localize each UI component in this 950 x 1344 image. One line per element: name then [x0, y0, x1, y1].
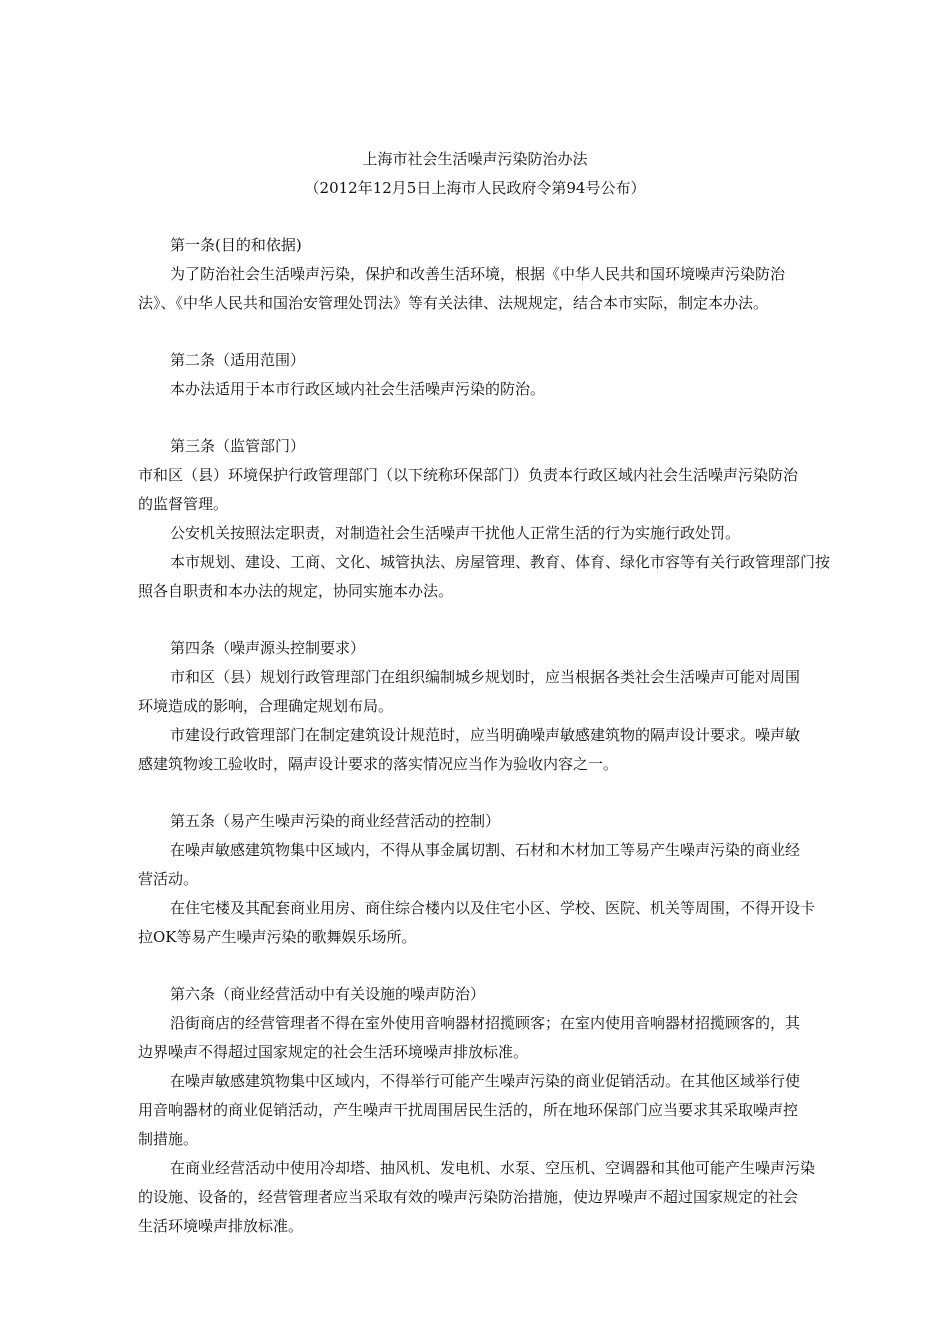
- article-2-heading: 第二条（适用范围）: [170, 351, 306, 369]
- article-6-line: 在噪声敏感建筑物集中区域内，不得举行可能产生噪声污染的商业促销活动。在其他区域举行使: [170, 1072, 801, 1090]
- article-3-line: 公安机关按照法定职责，对制造社会生活噪声干扰他人正常生活的行为实施行政处罚。: [170, 524, 741, 542]
- article-3-line: 照各自职责和本办法的规定，协同实施本办法。: [138, 582, 454, 600]
- article-4-line: 市建设行政管理部门在制定建筑设计规范时，应当明确噪声敏感建筑物的隔声设计要求。噪声敏: [170, 726, 801, 744]
- article-5-line: 营活动。: [138, 870, 199, 888]
- article-1-line: 为了防治社会生活噪声污染，保护和改善生活环境，根据《中华人民共和国环境噪声污染防治: [170, 265, 786, 283]
- article-3-line: 本市规划、建设、工商、文化、城管执法、房屋管理、教育、体育、绿化市容等有关行政管理部门按: [170, 553, 831, 571]
- article-1-heading: 第一条(目的和依据): [170, 236, 302, 254]
- article-5-line: 拉OK等易产生噪声污染的歌舞娱乐场所。: [138, 928, 417, 946]
- article-3-heading: 第三条（监管部门）: [170, 437, 306, 455]
- document-subtitle: （2012年12月5日上海市人民政府令第94号公布）: [304, 179, 646, 197]
- article-6-line: 制措施。: [138, 1130, 199, 1148]
- article-2-line: 本办法适用于本市行政区域内社会生活噪声污染的防治。: [170, 380, 546, 398]
- article-3-line: 市和区（县）环境保护行政管理部门（以下统称环保部门）负责本行政区域内社会生活噪声污染防治: [138, 466, 799, 484]
- article-5-line: 在住宅楼及其配套商业用房、商住综合楼内以及住宅小区、学校、医院、机关等周围，不得开设卡: [170, 899, 816, 917]
- article-6-heading: 第六条（商业经营活动中有关设施的噪声防治）: [170, 985, 486, 1003]
- article-6-line: 沿街商店的经营管理者不得在室外使用音响器材招揽顾客；在室内使用音响器材招揽顾客的，其: [170, 1014, 801, 1032]
- document-title: 上海市社会生活噪声污染防治办法: [362, 150, 588, 168]
- article-6-line: 在商业经营活动中使用冷却塔、抽风机、发电机、水泵、空压机、空调器和其他可能产生噪声污染: [170, 1159, 816, 1177]
- article-3-line: 的监督管理。: [138, 495, 229, 513]
- article-4-line: 市和区（县）规划行政管理部门在组织编制城乡规划时，应当根据各类社会生活噪声可能对周围: [170, 668, 801, 686]
- article-6-line: 边界噪声不得超过国家规定的社会生活环境噪声排放标准。: [138, 1043, 529, 1061]
- article-4-heading: 第四条（噪声源头控制要求）: [170, 639, 366, 657]
- article-4-line: 环境造成的影响，合理确定规划布局。: [138, 697, 394, 715]
- article-5-heading: 第五条（易产生噪声污染的商业经营活动的控制）: [170, 812, 501, 830]
- article-4-line: 感建筑物竣工验收时，隔声设计要求的落实情况应当作为验收内容之一。: [138, 755, 619, 773]
- article-6-line: 的设施、设备的，经营管理者应当采取有效的噪声污染防治措施，使边界噪声不超过国家规定的社会: [138, 1188, 799, 1206]
- article-6-line: 用音响器材的商业促销活动，产生噪声干扰周围居民生活的，所在地环保部门应当要求其采取噪声控: [138, 1101, 799, 1119]
- article-5-line: 在噪声敏感建筑物集中区域内，不得从事金属切割、石材和木材加工等易产生噪声污染的商业经: [170, 841, 801, 859]
- article-1-line: 法》、《中华人民共和国治安管理处罚法》等有关法律、法规规定，结合本市实际，制定本办法。: [138, 294, 769, 312]
- article-6-line: 生活环境噪声排放标准。: [138, 1217, 304, 1235]
